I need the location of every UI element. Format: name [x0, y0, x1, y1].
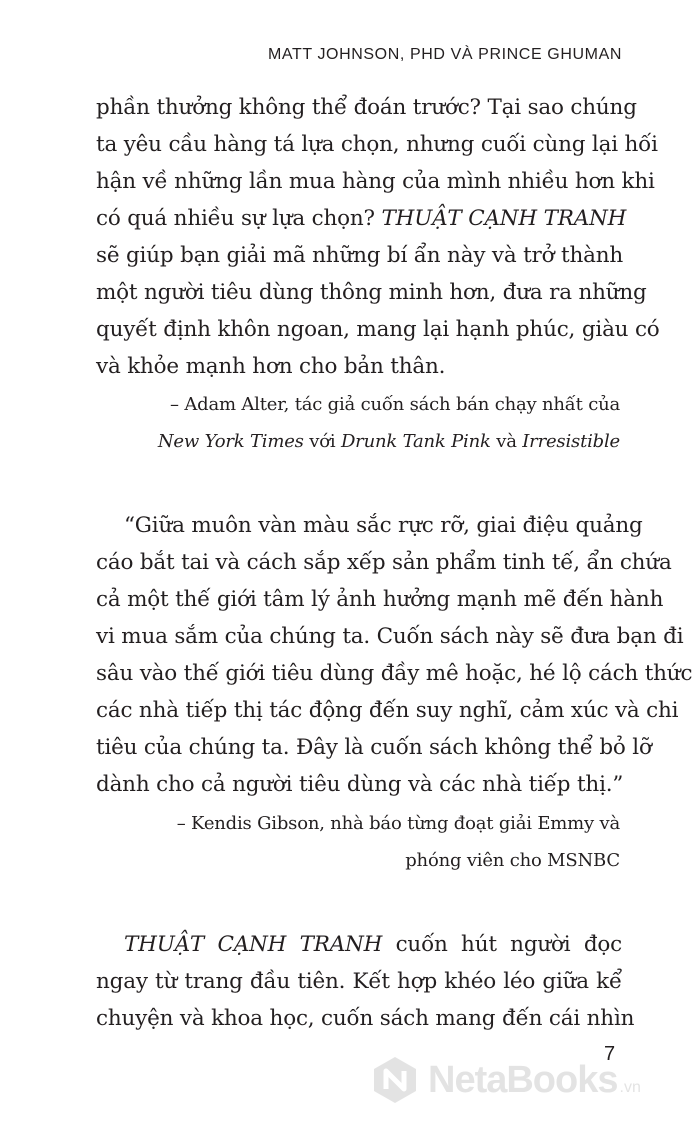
quote-1-line: quyết định khôn ngoan, mang lại hạnh phúc, giàu có	[96, 317, 660, 342]
quote-1-line: hận về những lần mua hàng của mình nhiều hơn khi	[96, 169, 655, 194]
quote-2-line: tiêu của chúng ta. Đây là cuốn sách không thể bỏ lỡ	[96, 735, 652, 760]
book-title: THUẬT CẠNH TRANH	[124, 932, 383, 957]
publication-title: New York Times	[157, 431, 304, 452]
quote-1-attribution	[158, 386, 620, 460]
quote-2-line: cáo bắt tai và cách sắp xếp sản phẩm tinh tế, ẩn chứa	[96, 550, 672, 575]
quote-3	[96, 926, 635, 1037]
watermark	[370, 1055, 641, 1105]
quote-2-line: dành cho cả người tiêu dùng và các nhà tiếp thị.”	[96, 772, 624, 797]
quote-2-line: vi mua sắm của chúng ta. Cuốn sách này sẽ đưa bạn đi	[96, 624, 684, 649]
book-title: THUẬT CẠNH TRANH	[381, 206, 627, 231]
quote-1-line: phần thưởng không thể đoán trước? Tại sao chúng	[96, 95, 637, 120]
quote-2-line: sâu vào thế giới tiêu dùng đầy mê hoặc, hé lộ cách thức	[96, 661, 693, 686]
attribution-line: – Kendis Gibson, nhà báo từng đoạt giải Emmy và	[176, 813, 620, 834]
quote-1	[96, 89, 660, 385]
quote-2-attribution	[177, 805, 620, 879]
quote-3-line-text: cuốn hút người đọc	[382, 932, 622, 957]
quote-1-line-text: có quá nhiều sự lựa chọn?	[96, 206, 382, 231]
quote-3-line	[96, 926, 622, 963]
quote-3-line: ngay từ trang đầu tiên. Kết hợp khéo léo giữa kể	[96, 969, 622, 994]
book-title: Drunk Tank Pink	[340, 431, 491, 452]
quote-3-line: chuyện và khoa học, cuốn sách mang đến cái nhìn	[96, 1006, 635, 1031]
attribution-line: – Adam Alter, tác giả cuốn sách bán chạy nhất của	[170, 394, 620, 415]
quote-2-line: các nhà tiếp thị tác động đến suy nghĩ, cảm xúc và chi	[96, 698, 679, 723]
running-head: MATT JOHNSON, PHD VÀ PRINCE GHUMAN	[267, 46, 622, 63]
quote-1-line: một người tiêu dùng thông minh hơn, đưa ra những	[96, 280, 647, 305]
quote-2	[96, 507, 693, 803]
attribution-line: phóng viên cho MSNBC	[405, 850, 620, 871]
quote-2-line: cả một thế giới tâm lý ảnh hưởng mạnh mẽ đến hành	[96, 587, 664, 612]
quote-1-line: sẽ giúp bạn giải mã những bí ẩn này và trở thành	[96, 243, 623, 268]
quote-1-line	[96, 200, 627, 237]
attribution-line	[158, 423, 620, 460]
attribution-text: với	[303, 431, 341, 452]
netabooks-logo-icon	[370, 1055, 420, 1105]
quote-1-line: và khỏe mạnh hơn cho bản thân.	[96, 354, 446, 379]
quote-2-line: “Giữa muôn vàn màu sắc rực rỡ, giai điệu quảng	[124, 513, 643, 538]
quote-1-line: ta yêu cầu hàng tá lựa chọn, nhưng cuối cùng lại hối	[96, 132, 658, 157]
watermark-suffix: .vn	[619, 1079, 641, 1096]
page-number: 7	[604, 1043, 616, 1065]
book-title: Irresistible	[522, 431, 620, 452]
attribution-text: và	[490, 431, 523, 452]
watermark-text: NetaBooks	[428, 1058, 618, 1101]
